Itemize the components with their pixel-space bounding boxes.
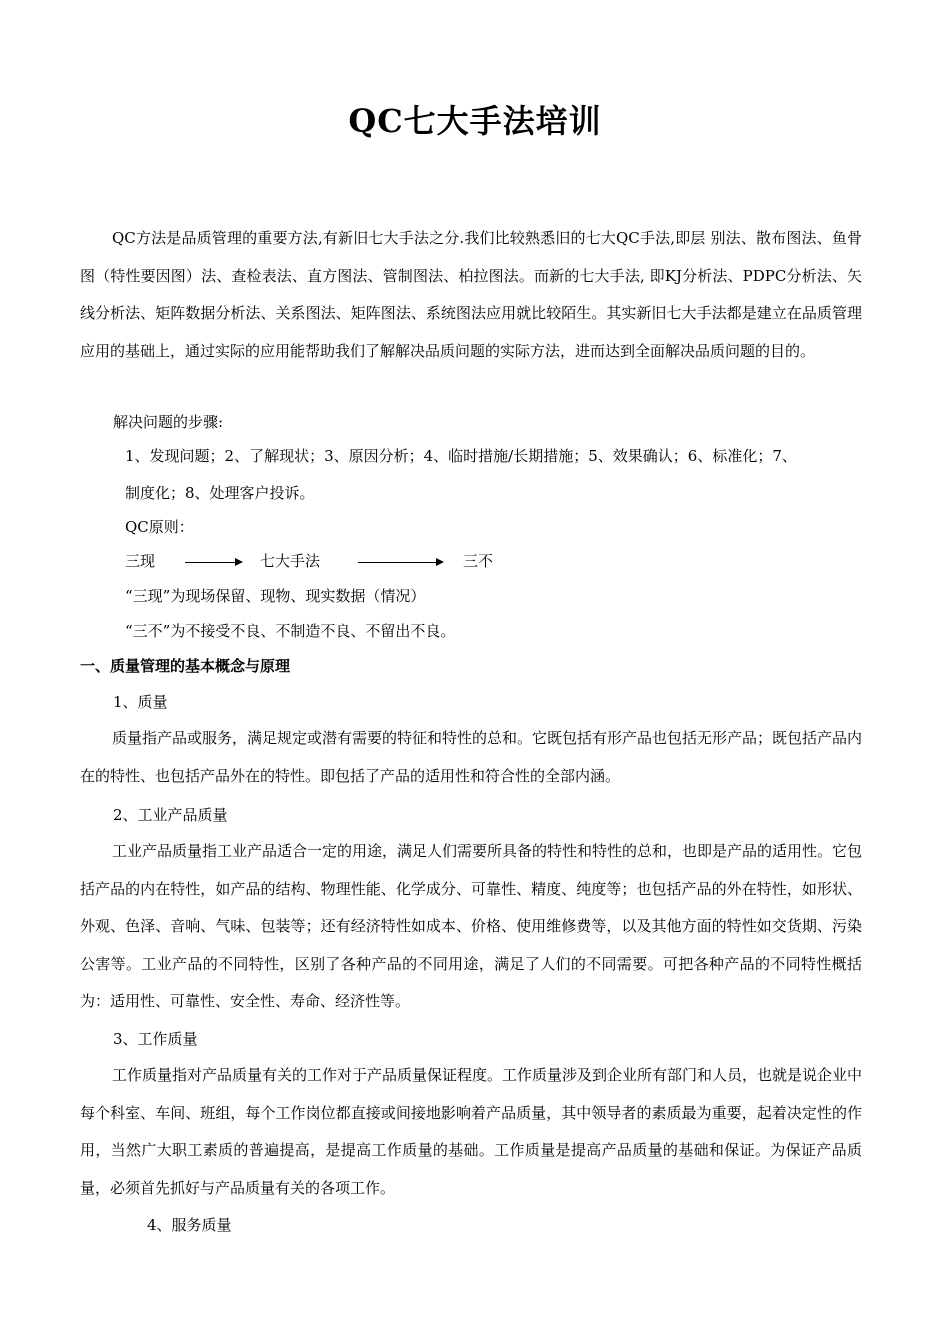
steps-label: 解决问题的步骤: [113,413,224,431]
steps-line-2: 制度化；8、处理客户投诉。 [125,484,315,502]
section-heading-1: 一、质量管理的基本概念与原理 [80,657,291,675]
flow-sanbu: 三不 [463,552,494,570]
intro-paragraph: QC方法是品质管理的重要方法,有新旧七大手法之分.我们比较熟悉旧的七大QC手法,即层 别法、散布图法、鱼骨图（特性要因图）法、查检表法、直方图法、管制图法、柏拉图法。而新的七大手法, 即KJ分析法、PDPC分析法、矢线分析法、矩阵数据分析法、关系图法、矩阵图法、系统图法应用就比较陌生。其实新旧七大手法都是建立在品质管理应用的基础上，通过实际的应用能帮助我们了解解决品质问题的实际方法，进而达到全面解决品质问题的目的。 [80,229,862,360]
flow-sanxian: 三现 [125,552,156,570]
subheading-work-quality: 3、工作质量 [113,1030,198,1048]
flow-seven-tools: 七大手法 [260,552,321,570]
subheading-service-quality: 4、服务质量 [147,1216,232,1234]
arrow-right-icon [185,562,241,563]
sanbu-definition: “三不”为不接受不良、不制造不良、不留出不良。 [125,622,456,640]
steps-line-1: 1、发现问题；2、了解现状；3、原因分析；4、临时措施/长期措施；5、效果确认；6、标准化；7、 [125,447,797,465]
subheading-quality: 1、质量 [113,693,168,711]
quality-paragraph: 质量指产品或服务，满足规定或潜有需要的特征和特性的总和。它既包括有形产品也包括无形产品；既包括产品内在的特性、也包括产品外在的特性。即包括了产品的适用性和符合性的全部内涵。 [80,729,863,785]
document-title: QC七大手法培训 [348,102,602,140]
industrial-quality-paragraph: 工业产品质量指工业产品适合一定的用途，满足人们需要所具备的特性和特性的总和，也即是产品的适用性。它包括产品的内在特性，如产品的结构、物理性能、化学成分、可靠性、精度、纯度等；也包括产品的外在特性，如形状、外观、色泽、音响、气味、包装等；还有经济特性如成本、价格、使用维修费等，以及其他方面的特性如交货期、污染公害等。工业产品的不同特性，区别了各种产品的不同用途，满足了人们的不同需要。可把各种产品的不同特性概括为：适用性、可靠性、安全性、寿命、经济性等。 [80,842,863,1010]
work-quality-paragraph: 工作质量指对产品质量有关的工作对于产品质量保证程度。工作质量涉及到企业所有部门和人员，也就是说企业中每个科室、车间、班组，每个工作岗位都直接或间接地影响着产品质量，其中领导者的素质最为重要，起着决定性的作用，当然广大职工素质的普遍提高，是提高工作质量的基础。工作质量是提高产品质量的基础和保证。为保证产品质量，必须首先抓好与产品质量有关的各项工作。 [80,1066,863,1197]
subheading-industrial-quality: 2、工业产品质量 [113,806,228,824]
principle-label: QC原则： [125,518,194,536]
sanxian-definition: “三现”为现场保留、现物、现实数据（情况） [125,587,426,605]
qc-principle-flow [125,551,625,577]
arrow-right-icon [358,562,442,563]
